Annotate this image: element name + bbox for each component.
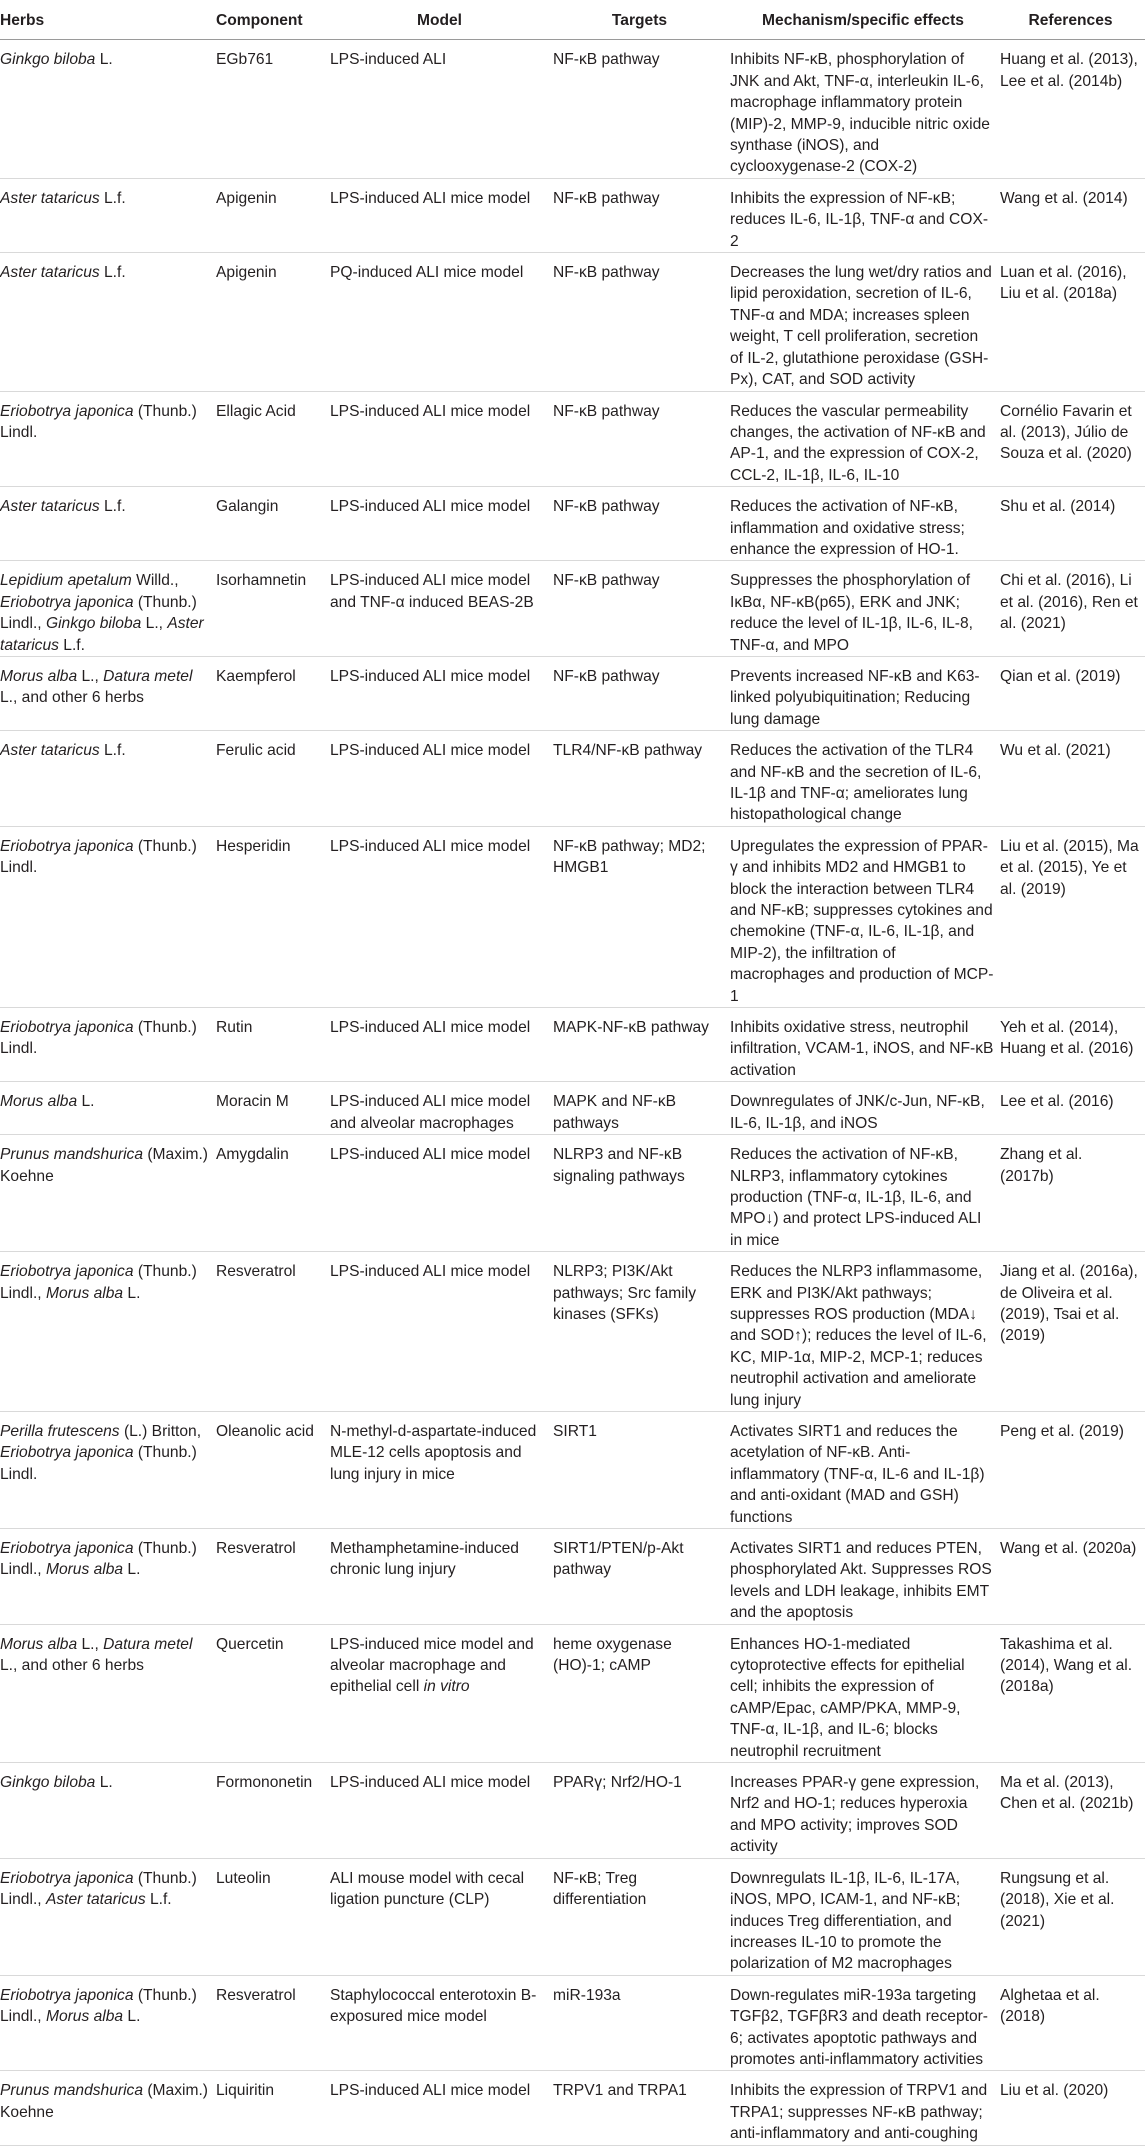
cell-targets: SIRT1/PTEN/p-Akt pathway: [553, 1529, 730, 1625]
table-row: [0, 656, 1145, 730]
cell-references: Wu et al. (2021): [1000, 731, 1145, 827]
cell-targets: NF-κB pathway: [553, 561, 730, 657]
cell-mechanism: Reduces the NLRP3 inflammasome, ERK and PI3K/Akt pathways; suppresses ROS production (MDA↓ and SOD↑); reduces the level of IL-6, KC, MIP-1α, MIP-2, MCP-1; reduces neutrophil activation and ameliorate lung injury: [730, 1252, 1000, 1412]
text-segment: L.f.: [58, 636, 85, 654]
cell-model: [330, 1624, 553, 1762]
table-row: [0, 178, 1145, 252]
table-row: [0, 1411, 1145, 1528]
cell-component: Resveratrol: [216, 1529, 330, 1625]
species-name: Eriobotrya japonica: [0, 1444, 134, 1462]
species-name: Morus alba: [0, 667, 78, 685]
species-name: Aster tataricus: [0, 615, 204, 654]
cell-targets: NF-κB pathway: [553, 391, 730, 487]
cell-targets: PPARγ; Nrf2/HO-1: [553, 1763, 730, 1859]
text-segment: (L.) Britton,: [119, 1422, 202, 1440]
species-name: Eriobotrya japonica: [0, 1869, 134, 1887]
cell-mechanism: Increases PPAR-γ gene expression, Nrf2 and HO-1; reduces hyperoxia and MPO activity; improves SOD activity: [730, 1763, 1000, 1859]
cell-model: ALI mouse model with cecal ligation puncture (CLP): [330, 1858, 553, 1975]
cell-model: LPS-induced ALI mice model: [330, 1763, 553, 1859]
cell-mechanism: Enhances HO-1-mediated cytoprotective effects for epithelial cell; inhibits the expression of cAMP/Epac, cAMP/PKA, MMP-9, TNF-α, IL-1β, and IL-6; blocks neutrophil recruitment: [730, 1624, 1000, 1762]
species-name: Eriobotrya japonica: [0, 402, 134, 420]
cell-mechanism: Inhibits NF-κB, phosphorylation of JNK and Akt, TNF-α, interleukin IL-6, macrophage inflammatory protein (MIP)-2, MMP-9, inducible nitric oxide synthase (iNOS), and cyclooxygenase-2 (COX-2): [730, 40, 1000, 178]
species-name: Aster tataricus: [0, 742, 100, 760]
cell-model: LPS-induced ALI mice model: [330, 2071, 553, 2145]
text-segment: (Thunb.) Lindl.,: [0, 1263, 197, 1302]
cell-targets: MAPK and NF-κB pathways: [553, 1082, 730, 1135]
cell-component: Formononetin: [216, 1763, 330, 1859]
text-segment: L.f.: [99, 742, 126, 760]
cell-component: EGb761: [216, 40, 330, 178]
cell-model: PQ-induced ALI mice model: [330, 253, 553, 391]
cell-herbs: [0, 731, 216, 827]
cell-herbs: [0, 1529, 216, 1625]
table-header: [0, 0, 1145, 40]
cell-model: LPS-induced ALI mice model: [330, 1135, 553, 1252]
cell-references: Lee et al. (2016): [1000, 1082, 1145, 1135]
text-segment: L.,: [141, 615, 168, 633]
text-segment: (Thunb.) Lindl.,: [0, 1986, 197, 2026]
cell-references: Yeh et al. (2014), Huang et al. (2016): [1000, 1008, 1145, 1082]
table-row: [0, 1763, 1145, 1859]
cell-mechanism: Downregulats IL-1β, IL-6, IL-17A, iNOS, MPO, ICAM-1, and NF-κB; induces Treg differentiation, and increases IL-10 to promote the polarization of M2 macrophages: [730, 1858, 1000, 1975]
cell-mechanism: Reduces the activation of NF-κB, NLRP3, inflammatory cytokines production (TNF-α, IL-1β, IL-6, and MPO↓) and protect LPS-induced ALI in mice: [730, 1135, 1000, 1252]
cell-model: Methamphetamine-induced chronic lung injury: [330, 1529, 553, 1625]
cell-herbs: [0, 561, 216, 657]
cell-targets: NF-κB pathway: [553, 178, 730, 252]
species-name: Prunus mandshurica: [0, 1146, 144, 1164]
text-segment: L.: [95, 51, 113, 69]
cell-mechanism: Prevents increased NF-κB and K63-linked polyubiquitination; Reducing lung damage: [730, 656, 1000, 730]
cell-herbs: [0, 1858, 216, 1975]
cell-model: LPS-induced ALI mice model and TNF-α induced BEAS-2B: [330, 561, 553, 657]
header-component: Component: [216, 0, 330, 40]
text-segment: (Thunb.) Lindl.: [0, 1019, 197, 1058]
cell-herbs: [0, 1252, 216, 1412]
table-row: [0, 1252, 1145, 1412]
text-segment: (Maxim.) Koehne: [0, 2082, 208, 2121]
species-name: Eriobotrya japonica: [0, 1540, 134, 1557]
cell-references: Rungsung et al. (2018), Xie et al. (2021): [1000, 1858, 1145, 1975]
species-name: Datura metel: [103, 1635, 193, 1653]
cell-herbs: [0, 1624, 216, 1762]
cell-herbs: [0, 1411, 216, 1528]
species-name: Datura metel: [103, 667, 193, 685]
cell-mechanism: Reduces the activation of the TLR4 and NF-κB and the secretion of IL-6, IL-1β and TNF-α; ameliorates lung histopathological change: [730, 731, 1000, 827]
cell-targets: NF-κB pathway: [553, 487, 730, 561]
species-name: Aster tataricus: [0, 189, 100, 207]
cell-targets: miR-193a: [553, 1975, 730, 2071]
species-name: Morus alba: [45, 2008, 124, 2026]
text-segment: L.: [77, 1093, 95, 1111]
cell-targets: MAPK-NF-κB pathway: [553, 1008, 730, 1082]
text-segment: L.,: [77, 667, 104, 685]
text-segment: LPS-induced mice model and alveolar macrophage and epithelial cell: [330, 1635, 534, 1696]
cell-component: Isorhamnetin: [216, 561, 330, 657]
cell-references: Cornélio Favarin et al. (2013), Júlio de Souza et al. (2020): [1000, 391, 1145, 487]
cell-herbs: [0, 178, 216, 252]
header-targets: Targets: [553, 0, 730, 40]
cell-herbs: [0, 1135, 216, 1252]
cell-herbs: [0, 1082, 216, 1135]
cell-mechanism: Downregulates of JNK/c-Jun, NF-κB, IL-6, IL-1β, and iNOS: [730, 1082, 1000, 1135]
header-references: References: [1000, 0, 1145, 40]
cell-mechanism: Inhibits the expression of NF-κB; reduces IL-6, IL-1β, TNF-α and COX-2: [730, 178, 1000, 252]
species-name: Eriobotrya japonica: [0, 1263, 134, 1281]
text-segment: L.: [95, 1774, 113, 1792]
header-model: Model: [330, 0, 553, 40]
text-segment: L.,: [77, 1635, 104, 1653]
cell-targets: NF-κB pathway: [553, 40, 730, 178]
cell-mechanism: Activates SIRT1 and reduces PTEN, phosphorylated Akt. Suppresses ROS levels and LDH leakage, inhibits EMT and the apoptosis: [730, 1529, 1000, 1625]
header-row: [0, 0, 1145, 40]
species-name: Morus alba: [0, 1635, 78, 1653]
cell-herbs: [0, 253, 216, 391]
cell-component: Quercetin: [216, 1624, 330, 1762]
cell-references: Wang et al. (2020a): [1000, 1529, 1145, 1625]
species-name: Morus alba: [45, 1561, 124, 1579]
cell-model: LPS-induced ALI mice model: [330, 178, 553, 252]
cell-references: Qian et al. (2019): [1000, 656, 1145, 730]
text-segment: (Maxim.) Koehne: [0, 1146, 208, 1185]
text-segment: L.f.: [99, 498, 126, 516]
text-segment: L.: [123, 1561, 141, 1579]
cell-model: LPS-induced ALI mice model: [330, 731, 553, 827]
cell-references: Peng et al. (2019): [1000, 1411, 1145, 1528]
table-row: [0, 2071, 1145, 2145]
species-name: Eriobotrya japonica: [0, 837, 134, 855]
species-name: Aster tataricus: [45, 1891, 146, 1909]
text-segment: L.f.: [99, 264, 126, 282]
species-name: Ginkgo biloba: [0, 1774, 96, 1792]
cell-herbs: [0, 1008, 216, 1082]
cell-model: Staphylococcal enterotoxin B-exposured mice model: [330, 1975, 553, 2071]
cell-references: Ma et al. (2013), Chen et al. (2021b): [1000, 1763, 1145, 1859]
text-segment: L., and other 6 herbs: [0, 1657, 144, 1675]
cell-herbs: [0, 40, 216, 178]
cell-targets: NF-κB pathway: [553, 656, 730, 730]
cell-references: Takashima et al. (2014), Wang et al. (2018a): [1000, 1624, 1145, 1762]
species-name: Morus alba: [45, 1284, 124, 1302]
table-row: [0, 826, 1145, 1007]
cell-component: Apigenin: [216, 178, 330, 252]
table-row: [0, 40, 1145, 178]
cell-mechanism: Reduces the vascular permeability changes, the activation of NF-κB and AP-1, and the expression of COX-2, CCL-2, IL-1β, IL-6, IL-10: [730, 391, 1000, 487]
table-row: [0, 1082, 1145, 1135]
species-name: Ginkgo biloba: [0, 51, 96, 69]
cell-component: Moracin M: [216, 1082, 330, 1135]
cell-component: Kaempferol: [216, 656, 330, 730]
species-name: Aster tataricus: [0, 498, 100, 516]
cell-herbs: [0, 487, 216, 561]
header-herbs: Herbs: [0, 0, 216, 40]
cell-component: Liquiritin: [216, 2071, 330, 2145]
cell-model: LPS-induced ALI mice model and alveolar macrophages: [330, 1082, 553, 1135]
species-name: Ginkgo biloba: [45, 615, 142, 633]
table-body: [0, 40, 1145, 2145]
text-segment: (Thunb.) Lindl.,: [0, 1869, 197, 1909]
cell-targets: heme oxygenase (HO)-1; cAMP: [553, 1624, 730, 1762]
cell-model: N-methyl-d-aspartate-induced MLE-12 cells apoptosis and lung injury in mice: [330, 1411, 553, 1528]
table-row: [0, 1975, 1145, 2071]
cell-targets: NF-κB pathway; MD2; HMGB1: [553, 826, 730, 1007]
text-segment: L.: [123, 2008, 141, 2026]
cell-references: Luan et al. (2016), Liu et al. (2018a): [1000, 253, 1145, 391]
cell-herbs: [0, 826, 216, 1007]
cell-mechanism: Decreases the lung wet/dry ratios and lipid peroxidation, secretion of IL-6, TNF-α and MDA; increases spleen weight, T cell proliferation, secretion of IL-2, glutathione peroxidase (GSH-Px), CAT, and SOD activity: [730, 253, 1000, 391]
table-row: [0, 1135, 1145, 1252]
cell-mechanism: Activates SIRT1 and reduces the acetylation of NF-κB. Anti-inflammatory (TNF-α, IL-6 and IL-1β) and anti-oxidant (MAD and GSH) functions: [730, 1411, 1000, 1528]
cell-mechanism: Reduces the activation of NF-κB, inflammation and oxidative stress; enhance the expression of HO-1.: [730, 487, 1000, 561]
table-row: [0, 731, 1145, 827]
cell-references: Jiang et al. (2016a), de Oliveira et al. (2019), Tsai et al. (2019): [1000, 1252, 1145, 1412]
cell-targets: TRPV1 and TRPA1: [553, 2071, 730, 2145]
cell-model: LPS-induced ALI mice model: [330, 487, 553, 561]
cell-component: Luteolin: [216, 1858, 330, 1975]
text-segment: L.: [123, 1284, 141, 1302]
cell-targets: NF-κB pathway: [553, 253, 730, 391]
cell-component: Galangin: [216, 487, 330, 561]
cell-model: LPS-induced ALI mice model: [330, 826, 553, 1007]
text-segment: (Thunb.) Lindl.: [0, 837, 197, 877]
text-segment: Willd.,: [131, 572, 179, 590]
table-row: [0, 1008, 1145, 1082]
cell-component: Ferulic acid: [216, 731, 330, 827]
cell-component: Amygdalin: [216, 1135, 330, 1252]
species-name: Aster tataricus: [0, 264, 100, 282]
cell-herbs: [0, 391, 216, 487]
text-segment: L.f.: [145, 1891, 172, 1909]
cell-model: LPS-induced ALI mice model: [330, 1252, 553, 1412]
cell-model: LPS-induced ALI mice model: [330, 1008, 553, 1082]
text-segment: L., and other 6 herbs: [0, 689, 144, 707]
table-row: [0, 1858, 1145, 1975]
cell-references: Alghetaa et al. (2018): [1000, 1975, 1145, 2071]
text-segment: (Thunb.) Lindl.: [0, 402, 197, 441]
cell-model: LPS-induced ALI mice model: [330, 656, 553, 730]
species-name: Eriobotrya japonica: [0, 1986, 134, 2004]
cell-herbs: [0, 1763, 216, 1859]
cell-model: LPS-induced ALI: [330, 40, 553, 178]
cell-references: Zhang et al. (2017b): [1000, 1135, 1145, 1252]
table-row: [0, 487, 1145, 561]
cell-references: Huang et al. (2013), Lee et al. (2014b): [1000, 40, 1145, 178]
cell-mechanism: Suppresses the phosphorylation of IκBα, NF-κB(p65), ERK and JNK; reduce the level of IL-1β, IL-6, IL-8, TNF-α, and MPO: [730, 561, 1000, 657]
cell-component: Ellagic Acid: [216, 391, 330, 487]
text-segment: L.f.: [99, 189, 126, 207]
cell-component: Rutin: [216, 1008, 330, 1082]
cell-mechanism: Down-regulates miR-193a targeting TGFβ2, TGFβR3 and death receptor-6; activates apoptotic pathways and promotes anti-inflammatory activities: [730, 1975, 1000, 2071]
species-name: Eriobotrya japonica: [0, 593, 134, 611]
text-segment: (Thunb.) Lindl.,: [0, 593, 197, 633]
table-row: [0, 253, 1145, 391]
header-mechanism: Mechanism/specific effects: [730, 0, 1000, 40]
cell-mechanism: Inhibits the expression of TRPV1 and TRPA1; suppresses NF-κB pathway; anti-inflammatory and anti-coughing: [730, 2071, 1000, 2145]
species-name: Perilla frutescens: [0, 1422, 120, 1440]
cell-references: Chi et al. (2016), Li et al. (2016), Ren et al. (2021): [1000, 561, 1145, 657]
cell-component: Hesperidin: [216, 826, 330, 1007]
cell-herbs: [0, 656, 216, 730]
cell-mechanism: Inhibits oxidative stress, neutrophil infiltration, VCAM-1, iNOS, and NF-κB activation: [730, 1008, 1000, 1082]
cell-component: Resveratrol: [216, 1975, 330, 2071]
cell-targets: SIRT1: [553, 1411, 730, 1528]
cell-targets: NLRP3 and NF-κB signaling pathways: [553, 1135, 730, 1252]
cell-component: Resveratrol: [216, 1252, 330, 1412]
species-name: Eriobotrya japonica: [0, 1019, 134, 1037]
cell-mechanism: Upregulates the expression of PPAR-γ and inhibits MD2 and HMGB1 to block the interaction between TLR4 and NF-κB; suppresses cytokines and chemokine (TNF-α, IL-6, IL-1β, and MIP-2), the infiltration of macrophages and production of MCP-1: [730, 826, 1000, 1007]
cell-targets: NLRP3; PI3K/Akt pathways; Src family kinases (SFKs): [553, 1252, 730, 1412]
cell-references: Liu et al. (2015), Ma et al. (2015), Ye et al. (2019): [1000, 826, 1145, 1007]
cell-references: Shu et al. (2014): [1000, 487, 1145, 561]
table-row: [0, 391, 1145, 487]
species-name: Lepidium apetalum: [0, 572, 132, 590]
species-name: Morus alba: [0, 1093, 78, 1111]
text-segment: (Thunb.) Lindl.: [0, 1444, 197, 1483]
cell-component: Oleanolic acid: [216, 1411, 330, 1528]
cell-targets: NF-κB; Treg differentiation: [553, 1858, 730, 1975]
cell-herbs: [0, 2071, 216, 2145]
cell-component: Apigenin: [216, 253, 330, 391]
cell-model: LPS-induced ALI mice model: [330, 391, 553, 487]
table-row: [0, 1624, 1145, 1762]
text-segment: (Thunb.) Lindl.,: [0, 1540, 197, 1579]
cell-references: Wang et al. (2014): [1000, 178, 1145, 252]
cell-references: Liu et al. (2020): [1000, 2071, 1145, 2145]
species-name: in vitro: [423, 1678, 470, 1696]
species-name: Prunus mandshurica: [0, 2082, 144, 2100]
table-row: [0, 1529, 1145, 1625]
cell-herbs: [0, 1975, 216, 2071]
cell-targets: TLR4/NF-κB pathway: [553, 731, 730, 827]
table-row: [0, 561, 1145, 657]
